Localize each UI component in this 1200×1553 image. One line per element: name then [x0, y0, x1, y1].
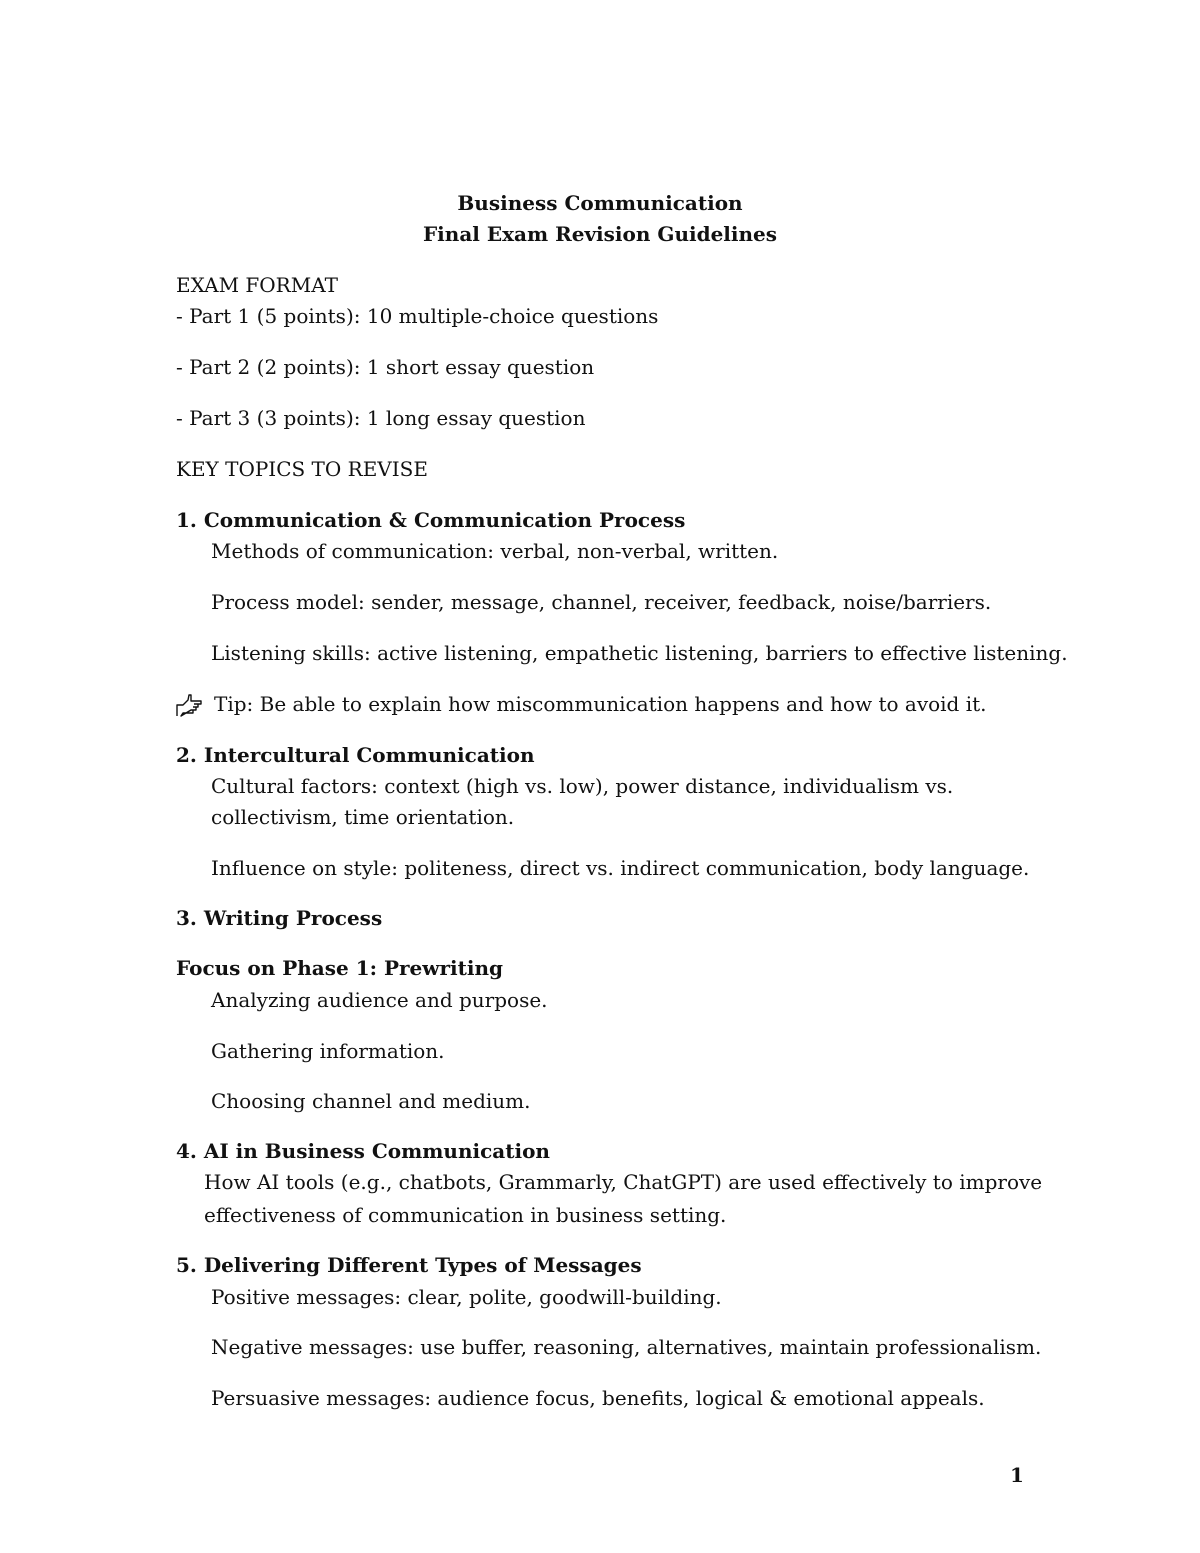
exam-format-heading: EXAM FORMAT: [176, 273, 338, 297]
topic-1-tip: Tip: Be able to explain how miscommunication happens and how to avoid it.: [214, 692, 987, 716]
exam-part-2: - Part 2 (2 points): 1 short essay question: [176, 355, 595, 379]
topic-3-point-1: Analyzing audience and purpose.: [211, 988, 548, 1012]
topic-3-focus: Focus on Phase 1: Prewriting: [176, 956, 503, 980]
topic-2-point-2: Influence on style: politeness, direct vs. indirect communication, body language.: [211, 856, 1030, 880]
topic-3-title: 3. Writing Process: [176, 906, 383, 930]
topic-2-title: 2. Intercultural Communication: [176, 743, 535, 767]
exam-part-1: - Part 1 (5 points): 10 multiple-choice questions: [176, 304, 659, 328]
topic-5-title: 5. Delivering Different Types of Messages: [176, 1253, 642, 1277]
document-title: Business Communication: [457, 191, 743, 215]
page-number: 1: [1010, 1463, 1024, 1487]
topic-1-point-1: Methods of communication: verbal, non-verbal, written.: [211, 539, 779, 563]
topic-4-title: 4. AI in Business Communication: [176, 1139, 550, 1163]
topic-2-point-1-line-2: collectivism, time orientation.: [211, 805, 515, 829]
topic-2-point-1-line-1: Cultural factors: context (high vs. low), power distance, individualism vs.: [211, 774, 954, 798]
topic-3-point-2: Gathering information.: [211, 1039, 445, 1063]
topic-3-point-3: Choosing channel and medium.: [211, 1089, 531, 1113]
topic-5-point-2: Negative messages: use buffer, reasoning, alternatives, maintain professionalism.: [211, 1335, 1042, 1359]
topic-1-point-2: Process model: sender, message, channel, receiver, feedback, noise/barriers.: [211, 590, 992, 614]
exam-part-3: - Part 3 (3 points): 1 long essay question: [176, 406, 586, 430]
topic-1-point-3: Listening skills: active listening, empathetic listening, barriers to effective listening.: [211, 641, 1068, 665]
document-subtitle: Final Exam Revision Guidelines: [422, 222, 778, 246]
topic-1-title: 1. Communication & Communication Process: [176, 508, 686, 532]
topic-4-line-2: effectiveness of communication in business setting.: [204, 1203, 727, 1227]
topic-4-line-1: How AI tools (e.g., chatbots, Grammarly, ChatGPT) are used effectively to improve: [204, 1170, 1043, 1194]
topic-5-point-1: Positive messages: clear, polite, goodwill-building.: [211, 1285, 722, 1309]
key-topics-heading: KEY TOPICS TO REVISE: [176, 457, 428, 481]
topic-5-point-3: Persuasive messages: audience focus, benefits, logical & emotional appeals.: [211, 1386, 985, 1410]
pointing-hand-icon: [174, 690, 204, 720]
